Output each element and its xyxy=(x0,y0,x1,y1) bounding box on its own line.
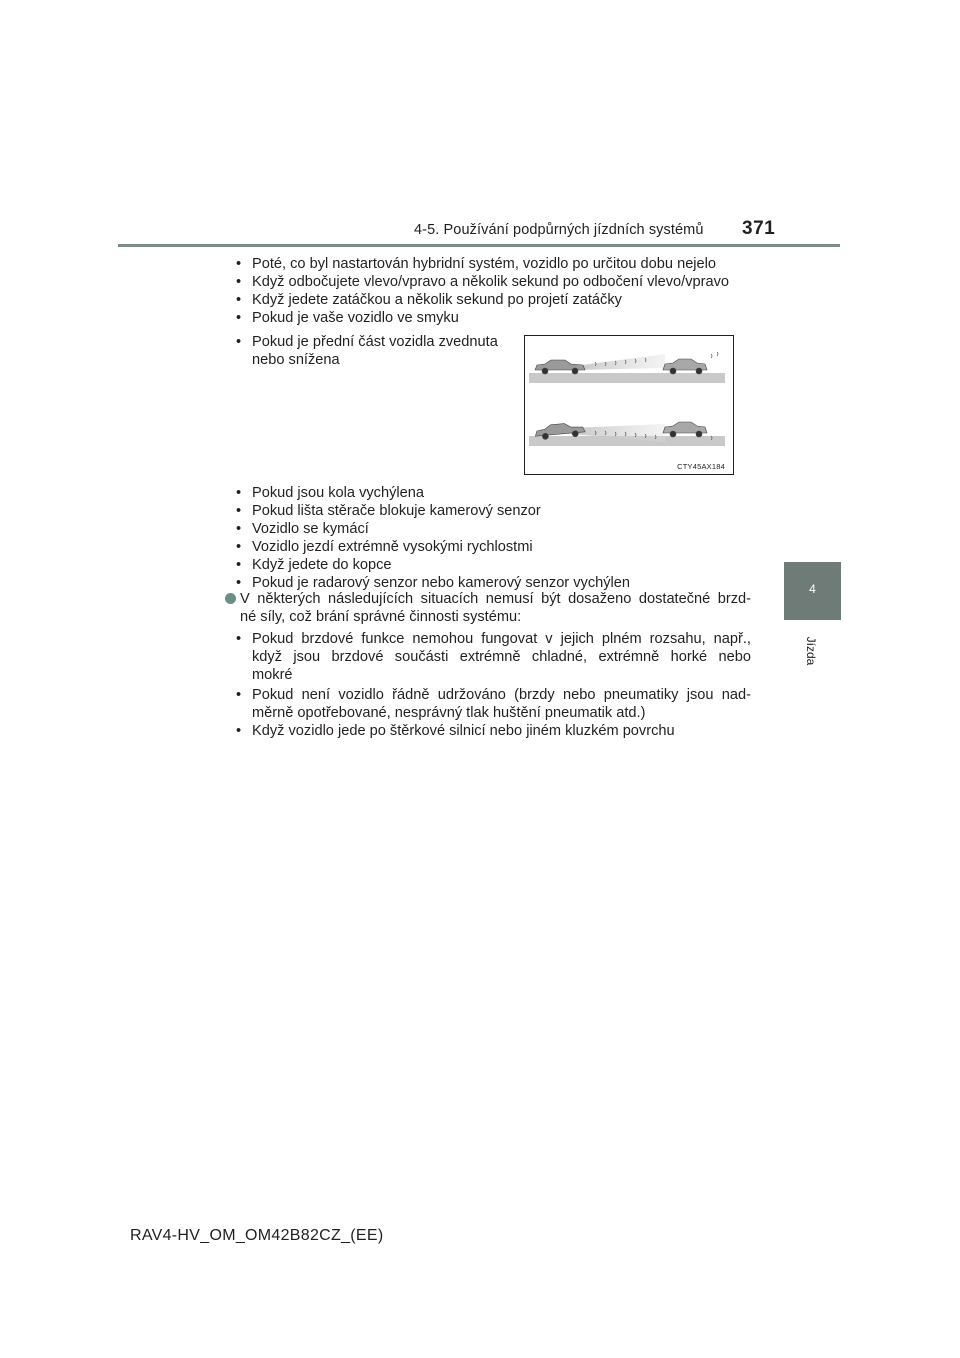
list-item-text: když jsou brzdové součásti extrémně chladné, extrémně horké nebo xyxy=(252,649,751,665)
bullet-icon: • xyxy=(236,521,242,537)
main-point-line-1: V některých následujících situacích nemusí být dosaženo dostatečné brzd- xyxy=(240,591,751,607)
figure-code: CTY45AX184 xyxy=(677,462,725,471)
vehicle-illustration xyxy=(524,335,734,475)
chapter-label-box xyxy=(804,630,818,674)
own-car-upper-icon xyxy=(535,360,585,374)
running-header: 4-5. Používání podpůrných jízdních systémů xyxy=(414,222,704,238)
document-code: RAV4-HV_OM_OM42B82CZ_(EE) xyxy=(130,1227,384,1244)
list-item-text: měrně opotřebované, nesprávný tlak huštění pneumatik atd.) xyxy=(252,705,646,721)
bullet-icon: • xyxy=(236,274,242,290)
road-upper xyxy=(529,373,725,383)
bullet-icon: • xyxy=(236,539,242,555)
chapter-number: 4 xyxy=(809,582,816,596)
bullet-icon: • xyxy=(236,723,242,739)
bullet-icon: • xyxy=(236,631,242,647)
page-number: 371 xyxy=(742,218,776,239)
lead-car-upper-icon xyxy=(663,359,707,374)
list-item-text: Pokud brzdové funkce nemohou fungovat v jejich plném rozsahu, např., xyxy=(252,631,751,647)
bullet-icon: • xyxy=(236,575,242,591)
sensor-beam-upper xyxy=(575,354,665,370)
bullet-icon: • xyxy=(236,256,242,272)
illustration-drawing xyxy=(525,336,733,474)
bullet-icon: • xyxy=(236,334,242,350)
lead-car-lower-icon xyxy=(663,422,707,437)
main-point-line-2: né síly, což brání správné činnosti systému: xyxy=(240,609,522,625)
bullet-icon: • xyxy=(236,557,242,573)
point-marker-icon xyxy=(225,593,236,604)
bullet-icon: • xyxy=(236,310,242,326)
bullet-icon: • xyxy=(236,485,242,501)
list-item-text: Pokud není vozidlo řádně udržováno (brzdy nebo pneumatiky jsou nad- xyxy=(252,687,751,703)
chapter-label: Jízda xyxy=(804,636,818,666)
list-item-text: mokré xyxy=(252,667,293,683)
chapter-tab xyxy=(784,562,841,620)
list-item-continuation: nebo snížena xyxy=(252,352,340,368)
header-rule xyxy=(118,244,840,247)
bullet-icon: • xyxy=(236,292,242,308)
bullet-icon: • xyxy=(236,687,242,703)
bullet-icon: • xyxy=(236,503,242,519)
